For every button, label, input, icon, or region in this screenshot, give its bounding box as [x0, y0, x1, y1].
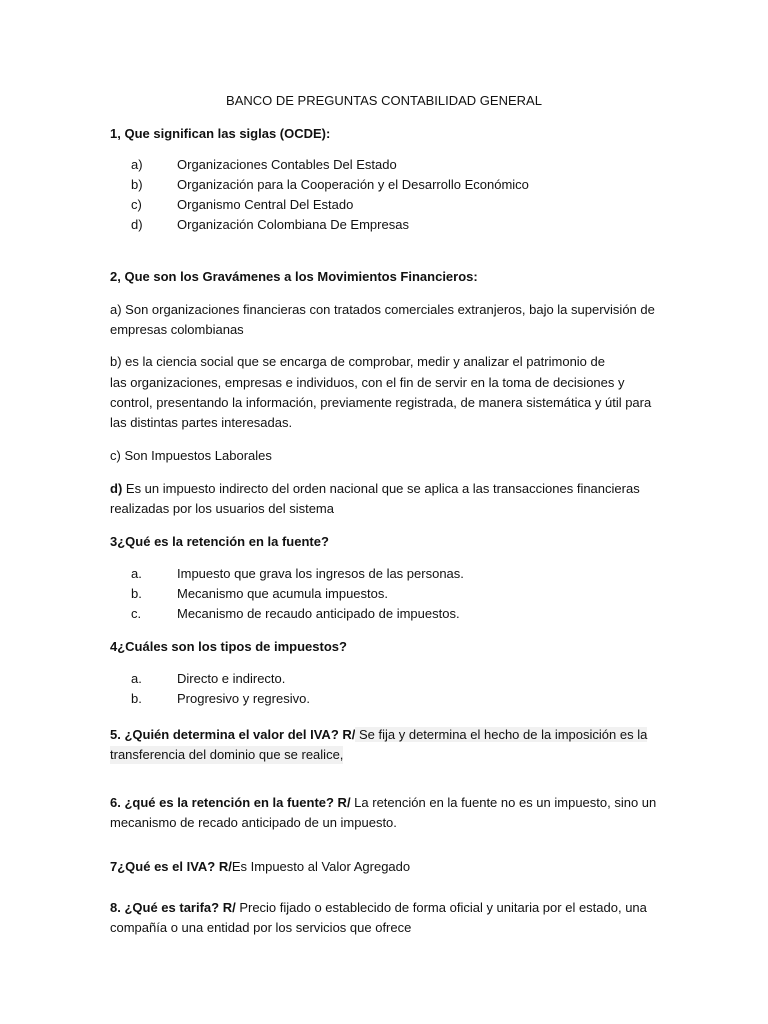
option-text: Mecanismo de recaudo anticipado de impuestos.	[177, 606, 460, 621]
q3-option-b	[131, 585, 388, 603]
q1-option-d	[131, 216, 409, 234]
q1-option-a	[131, 156, 397, 174]
q5-answer: Se fija y determina el hecho de la imposición es la	[355, 727, 648, 742]
q2-option-d-line-2: realizadas por los usuarios del sistema	[110, 501, 334, 516]
document-title: BANCO DE PREGUNTAS CONTABILIDAD GENERAL	[226, 93, 542, 108]
q2-option-b-line-4: las distintas partes interesadas.	[110, 415, 293, 430]
q2-question: 2, Que son los Gravámenes a los Movimientos Financieros:	[110, 269, 478, 284]
option-text: Mecanismo que acumula impuestos.	[177, 586, 388, 601]
option-marker: a.	[131, 671, 142, 686]
option-marker: d)	[131, 217, 143, 232]
option-text: Progresivo y regresivo.	[177, 691, 310, 706]
q8-line-1	[110, 899, 647, 917]
q2-option-a-line-1: a) Son organizaciones financieras con tratados comerciales extranjeros, bajo la supervisión de	[110, 302, 655, 317]
q1-option-b	[131, 176, 529, 194]
q4-question: 4¿Cuáles son los tipos de impuestos?	[110, 639, 347, 654]
option-marker: d)	[110, 481, 123, 496]
q8-question: 8. ¿Qué es tarifa? R/	[110, 900, 236, 915]
q8-answer-line-2: compañía o una entidad por los servicios que ofrece	[110, 920, 412, 935]
q8-answer: Precio fijado o establecido de forma oficial y unitaria por el estado, una	[235, 900, 647, 915]
q4-option-b	[131, 690, 310, 708]
q7-answer: Es Impuesto al Valor Agregado	[231, 859, 411, 874]
q3-question: 3¿Qué es la retención en la fuente?	[110, 534, 329, 549]
q5-line-1	[110, 726, 647, 744]
option-marker: c.	[131, 606, 142, 621]
q6-question: 6. ¿qué es la retención en la fuente? R/	[110, 795, 351, 810]
option-text: Organización Colombiana De Empresas	[177, 217, 409, 232]
q7-line	[110, 858, 410, 876]
q5-question: 5. ¿Quién determina el valor del IVA? R/	[110, 727, 356, 742]
option-text: Organizaciones Contables Del Estado	[177, 157, 397, 172]
option-text: Impuesto que grava los ingresos de las personas.	[177, 566, 464, 581]
q5-answer-line-2: transferencia del dominio que se realice,	[110, 747, 344, 762]
q2-option-c: c) Son Impuestos Laborales	[110, 448, 272, 463]
q2-option-b-line-2: las organizaciones, empresas e individuos, con el fin de servir en la toma de decisiones y	[110, 375, 625, 390]
q3-option-c	[131, 605, 460, 623]
q3-option-a	[131, 565, 464, 583]
option-marker: a.	[131, 566, 142, 581]
q6-line-1	[110, 794, 656, 812]
option-text: Directo e indirecto.	[177, 671, 286, 686]
q1-question: 1, Que significan las siglas (OCDE):	[110, 126, 331, 141]
q4-option-a	[131, 670, 285, 688]
q2-option-b-line-1: b) es la ciencia social que se encarga de comprobar, medir y analizar el patrimonio de	[110, 354, 605, 369]
option-text: Organización para la Cooperación y el Desarrollo Económico	[177, 177, 529, 192]
q6-answer-line-2: mecanismo de recado anticipado de un impuesto.	[110, 815, 397, 830]
q1-option-c	[131, 196, 353, 214]
option-text: Es un impuesto indirecto del orden nacional que se aplica a las transacciones financieras	[122, 481, 640, 496]
q2-option-d-line-1	[110, 480, 640, 498]
q2-option-a-line-2: empresas colombianas	[110, 322, 244, 337]
option-marker: a)	[131, 157, 143, 172]
option-marker: b)	[131, 177, 143, 192]
option-marker: b.	[131, 691, 142, 706]
option-marker: b.	[131, 586, 142, 601]
option-text: Organismo Central Del Estado	[177, 197, 354, 212]
q6-answer: La retención en la fuente no es un impuesto, sino un	[350, 795, 657, 810]
option-marker: c)	[131, 197, 142, 212]
q2-option-b-line-3: control, presentando la información, previamente registrada, de manera sistemática y útil para	[110, 395, 652, 410]
q7-question: 7¿Qué es el IVA? R/	[110, 859, 232, 874]
